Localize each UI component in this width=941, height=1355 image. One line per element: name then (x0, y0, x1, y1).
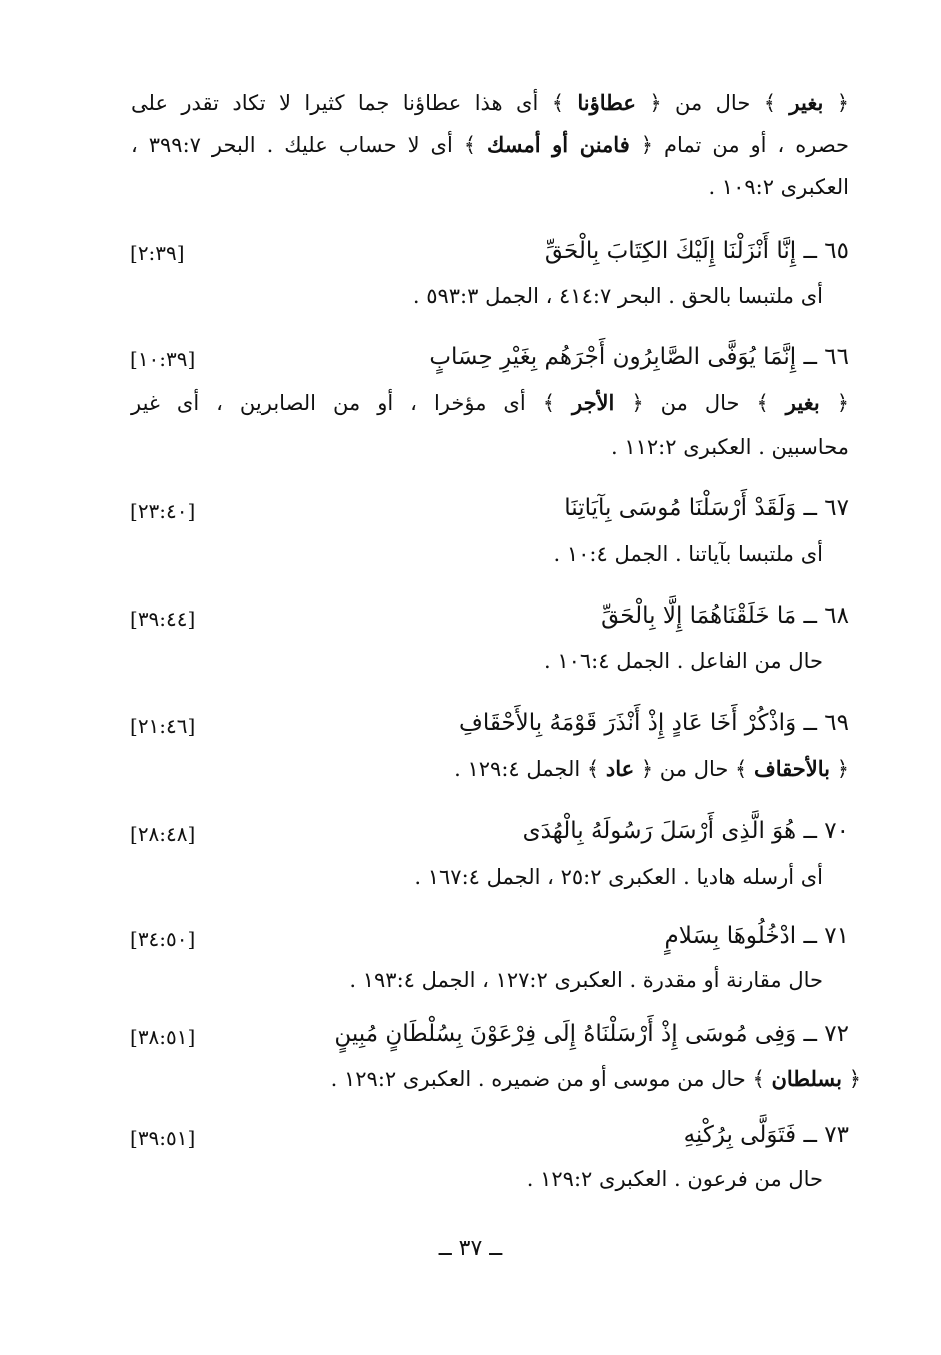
verse-71: ٧١ ــ ادْخُلُوهَا بِسَلامٍ (664, 923, 849, 949)
note-73: حال من فرعون . العكبرى ١٢٩:٢ . (526, 1167, 823, 1191)
verse-ref-69: [٢١:٤٦] (130, 714, 196, 738)
verse-ref-66: [١٠:٣٩] (130, 347, 196, 371)
note-68: حال من الفاعل . الجمل ١٠٦:٤ . (543, 649, 823, 673)
intro-line-2: حصره ، أو من تمام ﴿ فامنن أو أمسك ﴾ أى لا حساب عليك . البحر ٣٩٩:٧ ، (131, 132, 850, 157)
intro-line-3: العكبرى ١٠٩:٢ . (708, 175, 849, 199)
verse-67: ٦٧ ــ وَلَقَدْ أَرْسَلْنَا مُوسَى بِآيَاتِنَا (564, 495, 849, 521)
verse-ref-67: [٢٣:٤٠] (130, 499, 196, 523)
verse-ref-65: [٢:٣٩] (130, 241, 185, 265)
note-67: أى ملتبسا بآياتنا . الجمل ١٠:٤ . (553, 542, 823, 566)
page-number: ــ ٣٧ ــ (438, 1236, 503, 1261)
note-65: أى ملتبسا بالحق . البحر ٤١٤:٧ ، الجمل ٥٩٣:٣ . (412, 284, 823, 308)
verse-65: ٦٥ ــ إِنَّا أَنْزَلْنَا إِلَيْكَ الكِتَابَ بِالْحَقِّ (544, 238, 849, 264)
intro-line-1: ﴿ بغير ﴾ حال من ﴿ عطاؤنا ﴾ أى هذا عطاؤنا جما كثيرا لا تكاد تقدر على (131, 90, 849, 115)
verse-ref-72: [٣٨:٥١] (130, 1025, 196, 1049)
note-66-line-1: ﴿ بغير ﴾ حال من ﴿ الأجر ﴾ أى مؤخرا ، أو من الصابرين ، أى غير (131, 390, 849, 415)
note-70: أى أرسله هاديا . العكبرى ٢٥:٢ ، الجمل ١٦٧:٤ . (414, 865, 823, 889)
verse-68: ٦٨ ــ مَا خَلَقْنَاهُمَا إِلَّا بِالْحَقِّ (601, 603, 849, 629)
note-71: حال مقارنة أو مقدرة . العكبرى ١٢٧:٢ ، الجمل ١٩٣:٤ . (349, 968, 823, 992)
verse-ref-71: [٣٤:٥٠] (130, 927, 196, 951)
verse-70: ٧٠ ــ هُوَ الَّذِى أَرْسَلَ رَسُولَهُ بِالْهُدَى (522, 818, 849, 844)
note-72: ﴿ بسلطان ﴾ حال من موسى أو من ضميره . العكبرى ١٢٩:٢ . (330, 1066, 861, 1091)
verse-ref-70: [٢٨:٤٨] (130, 822, 196, 846)
verse-66: ٦٦ ــ إِنَّمَا يُوَفَّى الصَّابِرُون أَجْرَهُم بِغَيْرِ حِسَابٍ (429, 344, 849, 370)
note-66-line-2: محاسبين . العكبرى ١١٢:٢ . (610, 435, 849, 459)
verse-72: ٧٢ ــ وَفِى مُوسَى إِذْ أَرْسَلْنَاهُ إِلَى فِرْعَوْنَ بِسُلْطَانٍ مُبِينٍ (334, 1021, 849, 1047)
note-69: ﴿ بالأحقاف ﴾ حال من ﴿ عاد ﴾ الجمل ١٢٩:٤ . (454, 756, 849, 781)
verse-ref-68: [٣٩:٤٤] (130, 607, 196, 631)
verse-ref-73: [٣٩:٥١] (130, 1126, 196, 1150)
verse-69: ٦٩ ــ وَاذْكُرْ أَخَا عَادٍ إِذْ أَنْذَرَ قَوْمَهُ بِالأَحْقَافِ (458, 710, 849, 736)
verse-73: ٧٣ ــ فَتَوَلَّى بِرُكْنِهِ (683, 1122, 849, 1148)
